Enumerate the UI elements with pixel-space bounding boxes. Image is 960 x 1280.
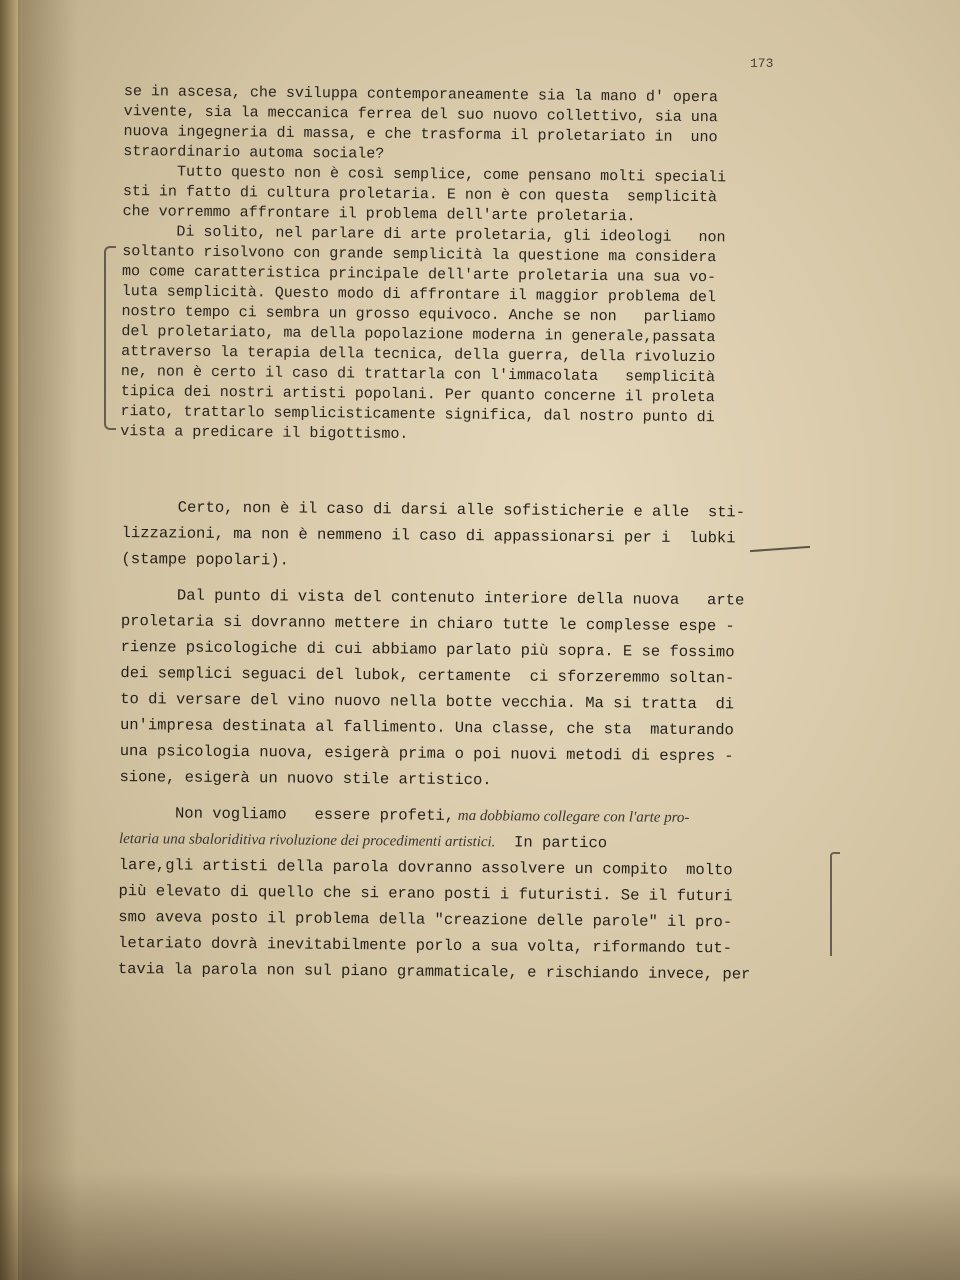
text-segment: Non vogliamo essere profeti, bbox=[119, 803, 455, 825]
page-number: 173 bbox=[750, 56, 774, 71]
text-line: Dal punto di vista del contenuto interiore della nuova arte bbox=[121, 585, 745, 610]
text-line: dei semplici seguaci del lubok, certamente ci sforzeremmo soltan- bbox=[120, 663, 735, 688]
bottom-shadow bbox=[0, 1170, 960, 1280]
upper-text bbox=[120, 82, 824, 449]
text-line: luta semplicità. Questo modo di affrontare il maggior problema del bbox=[121, 282, 716, 307]
text-line: to di versare del vino nuovo nella botte vecchia. Ma si tratta di bbox=[120, 689, 735, 714]
text-line: un'impresa destinata al fallimento. Una classe, che sta maturando bbox=[119, 715, 734, 740]
margin-bracket-left bbox=[104, 246, 116, 430]
text-line: rienze psicologiche di cui abbiamo parlato più sopra. E se fossimo bbox=[120, 637, 735, 662]
text-line: vivente, sia la meccanica ferrea del suo nuovo collettivo, sia una bbox=[123, 102, 718, 127]
text-line: mo come caratteristica principale dell'arte proletaria una sua vo- bbox=[121, 262, 717, 287]
text-line: Di solito, nel parlare di arte proletaria, gli ideologi non bbox=[122, 222, 726, 247]
text-line: che vorremmo affrontare il problema dell'arte proletaria. bbox=[122, 202, 636, 226]
text-line: se in ascesa, che sviluppa contemporaneamente sia la mano d' opera bbox=[123, 82, 719, 107]
text-line: Certo, non è il caso di darsi alle sofisticherie e alle sti- bbox=[121, 497, 746, 522]
margin-bracket-right bbox=[830, 852, 840, 956]
text-line: nostro tempo ci sembra un grosso equivoco. Anche se non parliamo bbox=[121, 302, 716, 327]
text-line: lare,gli artisti della parola dovranno assolvere un compito molto bbox=[118, 855, 733, 880]
text-line: Tutto questo non è così semplice, come pensano molti speciali bbox=[122, 162, 727, 187]
text-line: attraverso la terapia della tecnica, della guerra, della rivoluzio bbox=[121, 342, 716, 367]
text-line: straordinario automa sociale? bbox=[123, 142, 385, 163]
text-segment: In partico bbox=[495, 833, 608, 853]
text-line: tipica dei nostri artisti popolani. Per quanto concerne il proleta bbox=[120, 382, 715, 407]
text-line: soltanto risolvono con grande semplicità la questione ma considera bbox=[122, 242, 717, 267]
text-line: più elevato di quello che si erano posti i futuristi. Se il futuri bbox=[118, 881, 733, 906]
text-line: (stampe popolari). bbox=[121, 549, 289, 570]
text-line: lizzazioni, ma non è nemmeno il caso di appassionarsi per i lubki bbox=[121, 523, 736, 548]
book-page bbox=[24, 0, 960, 1280]
text-line: letariato dovrà inevitabilmente porlo a sua volta, riformando tut- bbox=[118, 933, 733, 958]
text-line: del proletariato, ma della popolazione moderna in generale,passata bbox=[121, 322, 716, 347]
text-line: una psicologia nuova, esigerà prima o poi nuovi metodi di espres - bbox=[119, 741, 734, 766]
text-line: sione, esigerà un nuovo stile artistico. bbox=[119, 767, 492, 790]
italic-segment: ma dobbiamo collegare con l'arte pro- bbox=[453, 807, 690, 826]
text-line: sti in fatto di cultura proletaria. E non è con questa semplicità bbox=[122, 182, 718, 207]
text-line: proletaria si dovranno mettere in chiaro tutte le complesse espe - bbox=[120, 611, 735, 636]
text-line: ne, non è certo il caso di trattarla con l'immacolata semplicità bbox=[120, 362, 716, 387]
text-line: vista a predicare il bigottismo. bbox=[120, 422, 409, 443]
italic-segment: letaria una sbaloriditiva rivoluzione dei procedimenti artistici. bbox=[118, 830, 496, 851]
text-line: nuova ingegneria di massa, e che trasforma il proletariato in uno bbox=[123, 122, 718, 147]
text-line: tavia la parola non sul piano grammaticale, e rischiando invece, per bbox=[117, 959, 751, 984]
text-line: smo aveva posto il problema della "creazione delle parole" il pro- bbox=[118, 907, 733, 932]
lower-text bbox=[118, 494, 834, 988]
text-line: riato, trattarlo semplicisticamente significa, dal nostro punto di bbox=[120, 402, 715, 427]
